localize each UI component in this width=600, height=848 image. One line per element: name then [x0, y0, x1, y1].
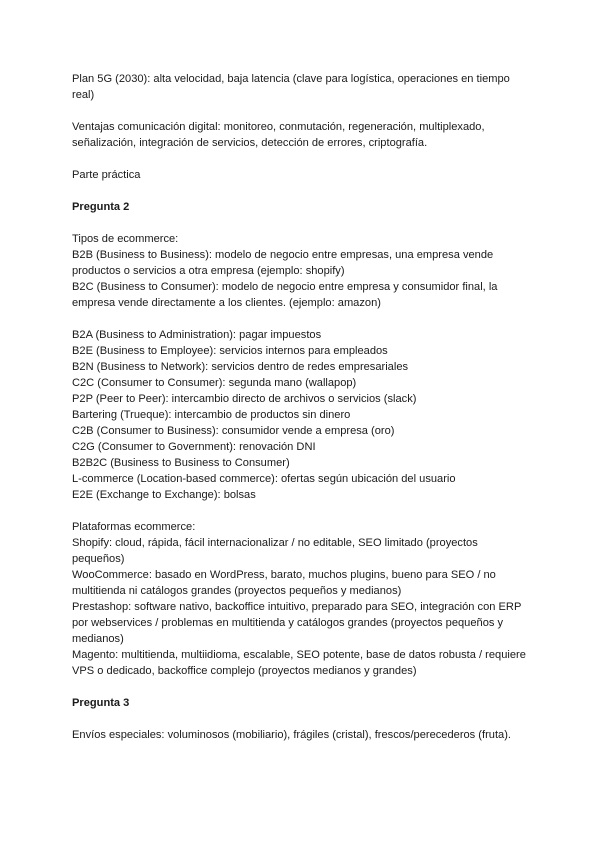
spacer: [72, 711, 532, 727]
paragraph-plan-5g: Plan 5G (2030): alta velocidad, baja latencia (clave para logística, operaciones en tiempo real): [72, 73, 510, 101]
paragraph-e2e: E2E (Exchange to Exchange): bolsas: [72, 489, 256, 501]
paragraph-b2a: B2A (Business to Administration): pagar impuestos: [72, 329, 322, 341]
paragraph-magento: Magento: multitienda, multiidioma, escalable, SEO potente, base de datos robusta / requiere VPS o dedicado, backoffice complejo (proyectos medianos y grandes): [72, 649, 526, 677]
spacer: [72, 679, 532, 695]
paragraph-parte-practica: Parte práctica: [72, 169, 141, 181]
paragraph-b2n: B2N (Business to Network): servicios dentro de redes empresariales: [72, 361, 409, 373]
paragraph-p2p: P2P (Peer to Peer): intercambio directo de archivos o servicios (slack): [72, 393, 417, 405]
spacer: [72, 311, 532, 327]
paragraph-prestashop: Prestashop: software nativo, backoffice intuitivo, preparado para SEO, integración con ERP por webservices / problemas en multitienda y catálogos grandes (proyectos pequeños y medianos): [72, 601, 522, 645]
paragraph-shopify: Shopify: cloud, rápida, fácil internacionalizar / no editable, SEO limitado (proyectos pequeños): [72, 537, 478, 565]
paragraph-envios-especiales: Envíos especiales: voluminosos (mobiliario), frágiles (cristal), frescos/perecederos (fruta).: [72, 729, 511, 741]
paragraph-ventajas: Ventajas comunicación digital: monitoreo, conmutación, regeneración, multiplexado, señalización, integración de servicios, detección de errores, criptografía.: [72, 121, 485, 149]
document-page: [72, 71, 532, 743]
paragraph-b2b2c: B2B2C (Business to Business to Consumer): [72, 457, 290, 469]
spacer: [72, 215, 532, 231]
paragraph-woocommerce: WooCommerce: basado en WordPress, barato, muchos plugins, bueno para SEO / no multitienda ni catálogos grandes (proyectos pequeños y medianos): [72, 569, 496, 597]
paragraph-tipos-ecommerce: Tipos de ecommerce:: [72, 233, 179, 245]
paragraph-c2b: C2B (Consumer to Business): consumidor vende a empresa (oro): [72, 425, 395, 437]
heading-pregunta-3: Pregunta 3: [72, 697, 130, 709]
heading-pregunta-2: Pregunta 2: [72, 201, 130, 213]
paragraph-c2g: C2G (Consumer to Government): renovación DNI: [72, 441, 316, 453]
spacer: [72, 183, 532, 199]
paragraph-b2c: B2C (Business to Consumer): modelo de negocio entre empresa y consumidor final, la empresa vende directamente a los clientes. (ejemplo: amazon): [72, 281, 498, 309]
paragraph-b2e: B2E (Business to Employee): servicios internos para empleados: [72, 345, 388, 357]
spacer: [72, 503, 532, 519]
paragraph-c2c: C2C (Consumer to Consumer): segunda mano (wallapop): [72, 377, 357, 389]
paragraph-b2b: B2B (Business to Business): modelo de negocio entre empresas, una empresa vende productos o servicios a otra empresa (ejemplo: shopify): [72, 249, 494, 277]
paragraph-plataformas: Plataformas ecommerce:: [72, 521, 196, 533]
paragraph-bartering: Bartering (Trueque): intercambio de productos sin dinero: [72, 409, 351, 421]
spacer: [72, 103, 532, 119]
spacer: [72, 151, 532, 167]
paragraph-l-commerce: L-commerce (Location-based commerce): ofertas según ubicación del usuario: [72, 473, 456, 485]
